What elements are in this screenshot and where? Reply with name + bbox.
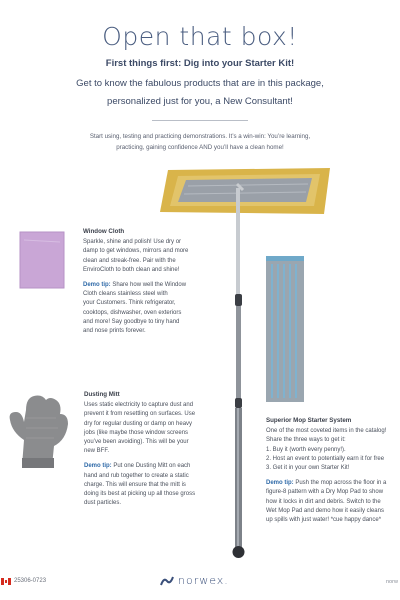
demo-tip-line: cooktops, dishwasher, oven exteriors [83,309,182,316]
demo-tip-text: Push the mop across the floor in a [293,480,387,487]
window-cloth-line: Sparkle, shine and polish! Use dry or [83,239,182,246]
footer-right-text: norw [386,579,398,585]
logo-mark-icon [160,576,174,586]
dusting-mitt-line: dry for regular dusting or damp on heavy [84,420,193,427]
logo-text: norwex. [178,574,229,587]
demo-tip-label: Demo tip: [266,480,294,487]
window-cloth-title: Window Cloth [83,228,125,235]
divider [152,120,248,121]
dusting-mitt-line: new BFF. [84,448,110,455]
dusting-mitt-line: jobs (like maybe those window screens [84,429,189,436]
demo-tip-label: Demo tip: [84,463,112,470]
demo-tip-line: figure-8 pattern with a Dry Mop Pad to show [266,489,384,496]
demo-tip-line: dust particles. [84,500,122,507]
mop-line: 3. Get it in your own Starter Kit! [266,465,350,472]
window-cloth-line: clean and streak-free. Pair with the [83,257,176,264]
mop-title: Superior Mop Starter System [266,417,352,424]
mop-line: 1. Buy it (worth every penny!). [266,446,346,453]
intro-line-2: personalized just for you, a New Consultant! [107,96,293,107]
window-cloth-section [83,227,215,342]
canada-flag-icon [1,578,11,585]
dusting-mitt-line: you’ve been avoiding). This will be your [84,439,189,446]
demo-tip-line: up spills with just water! *cue happy dance* [266,517,382,524]
mop-demo-tip [266,479,400,525]
demo-tip-line: hand and rub together to create a static [84,472,189,479]
window-cloth-line: EnviroCloth to both clean and shine! [83,266,180,273]
dusting-mitt-title: Dusting Mitt [84,391,120,398]
demo-tip-line: and nose prints forever. [83,328,146,335]
demo-tip-line: charge. This will ensure that the mitt is [84,481,186,488]
demo-tip-line: your Customers. Think refrigerator, [83,300,176,307]
dusting-mitt-line: Uses static electricity to capture dust and [84,402,194,409]
dusting-mitt-demo-tip [84,462,214,508]
page-title: Open that box! [102,22,298,51]
subtext-line-2: practicing, gaining confidence AND you’ll have a clean home! [116,144,284,151]
demo-tip-text: Put one Dusting Mitt on each [111,463,191,470]
window-cloth-image [18,230,66,290]
dusting-mitt-description [84,401,214,456]
document-code: 25306-0723 [14,578,47,584]
intro-heading: First things first: Dig into your Starter Kit! [105,58,295,69]
demo-tip-line: and more! Say goodbye to tiny hand [83,318,180,325]
mop-line: Share the three ways to get it: [266,437,346,444]
intro-line-1: Get to know the fabulous products that are in this package, [76,78,324,89]
dusting-mitt-section [84,390,214,514]
demo-tip-line: doing its best at picking up all those gross [84,491,196,498]
demo-tip-label: Demo tip: [83,282,111,289]
subtext-line-1: Start using, testing and practicing demonstrations. It’s a win-win: You’re learning, [89,133,311,140]
demo-tip-line: Cloth cleans stainless steel with [83,291,168,298]
dusting-mitt-line: prevent it from resettling on surfaces. Use [84,411,196,418]
dusting-mitt-image [6,388,76,470]
norwex-logo [160,574,229,587]
mop-line: 2. Host an event to potentially earn it for free [266,455,385,462]
mop-section [266,416,400,531]
window-cloth-demo-tip [83,281,215,336]
mop-pad-image [264,254,312,404]
window-cloth-line: damp to get windows, mirrors and more [83,248,189,255]
mop-line: One of the most coveted items in the catalog! [266,428,387,435]
window-cloth-description [83,238,215,275]
demo-tip-text: Share how well the Window [110,282,187,289]
demo-tip-line: how it locks in dirt and debris. Switch to the [266,498,381,505]
mop-description [266,427,400,473]
demo-tip-line: Wet Mop Pad and demo how it easily cleans [266,507,384,514]
mop-handle-image [224,182,254,568]
